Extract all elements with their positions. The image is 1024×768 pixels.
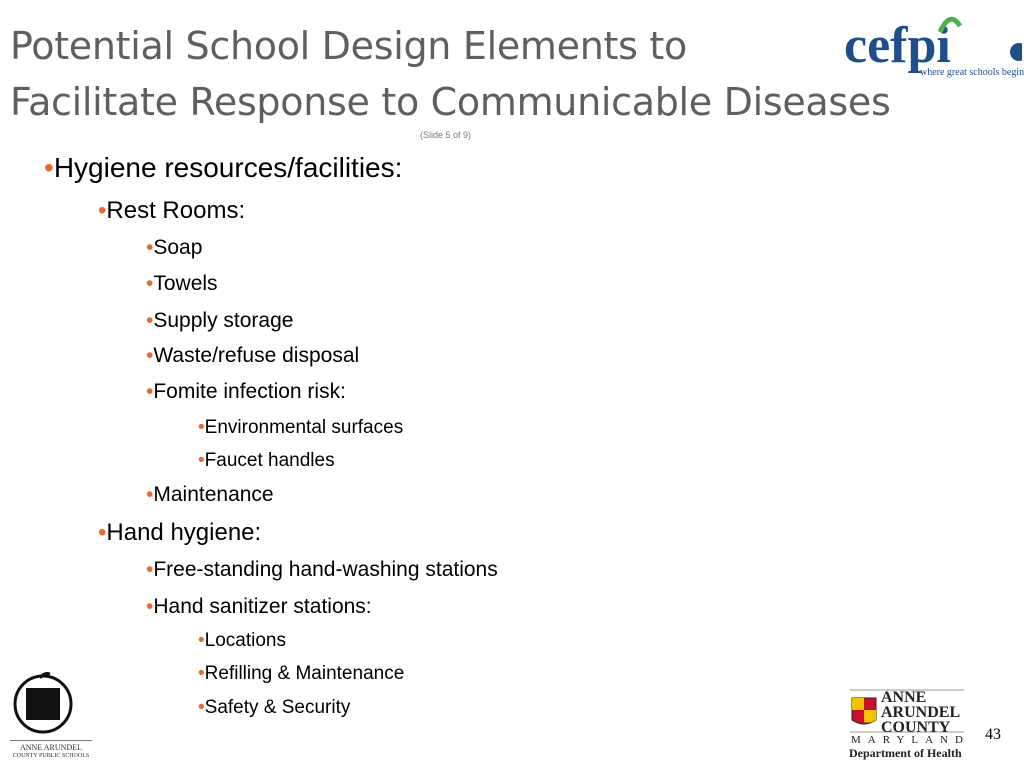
schoolhouse-icon — [26, 688, 60, 720]
bullet-dot-icon: • — [146, 595, 154, 618]
bullet-item: •Faucet handles — [198, 450, 335, 471]
bullet-dot-icon: • — [44, 152, 54, 183]
bullet-dot-icon: • — [198, 663, 205, 684]
cefpi-wordmark: cefpi — [844, 17, 951, 74]
aacps-logo-text: ANNE ARUNDEL COUNTY PUBLIC SCHOOLS — [10, 740, 92, 761]
page-number: 43 — [985, 726, 1001, 743]
bullet-dot-icon: • — [198, 417, 205, 438]
bullet-dot-icon: • — [146, 236, 154, 259]
bullet-item: •Maintenance — [146, 483, 274, 506]
bullet-item: •Fomite infection risk: — [146, 380, 346, 403]
slide-title-line-1: Potential School Design Elements to — [10, 24, 687, 68]
bullet-item: •Hand hygiene: — [98, 519, 262, 546]
aacdh-state: MARYLAND — [851, 734, 970, 746]
bullet-dot-icon: • — [198, 697, 205, 718]
aacdh-department: Department of Health — [849, 746, 962, 760]
bullet-item: •Towels — [146, 272, 218, 295]
bullet-item: •Hand sanitizer stations: — [146, 595, 372, 618]
bullet-item: •Supply storage — [146, 309, 294, 332]
bullet-dot-icon: • — [146, 380, 154, 403]
bullet-item: •Hygiene resources/facilities: — [44, 152, 403, 183]
bullet-item: •Refilling & Maintenance — [198, 663, 405, 684]
bullet-dot-icon: • — [198, 630, 205, 651]
bullet-item: •Rest Rooms: — [98, 197, 246, 224]
aacdh-county-name: ANNE ARUNDEL COUNTY — [881, 689, 961, 736]
bullet-dot-icon: • — [146, 483, 154, 506]
slide-counter: (Slide 5 of 9) — [420, 130, 472, 140]
cefpi-tagline: where great schools begin — [920, 67, 1024, 78]
bullet-item: •Waste/refuse disposal — [146, 344, 360, 367]
slide-title-line-2: Facilitate Response to Communicable Diseases — [10, 80, 891, 124]
bullet-dot-icon: • — [198, 450, 205, 471]
bullet-dot-icon: • — [98, 519, 107, 546]
bullet-item: •Environmental surfaces — [198, 417, 404, 438]
bullet-dot-icon: • — [146, 344, 154, 367]
bullet-dot-icon: • — [146, 309, 154, 332]
bullet-item: •Free-standing hand-washing stations — [146, 558, 498, 581]
bullet-dot-icon: • — [146, 272, 154, 295]
bullet-item: •Safety & Security — [198, 697, 351, 718]
bullet-item: •Locations — [198, 630, 286, 651]
bullet-dot-icon: • — [98, 197, 107, 224]
bullet-dot-icon: • — [146, 558, 154, 581]
bullet-item: •Soap — [146, 236, 203, 259]
